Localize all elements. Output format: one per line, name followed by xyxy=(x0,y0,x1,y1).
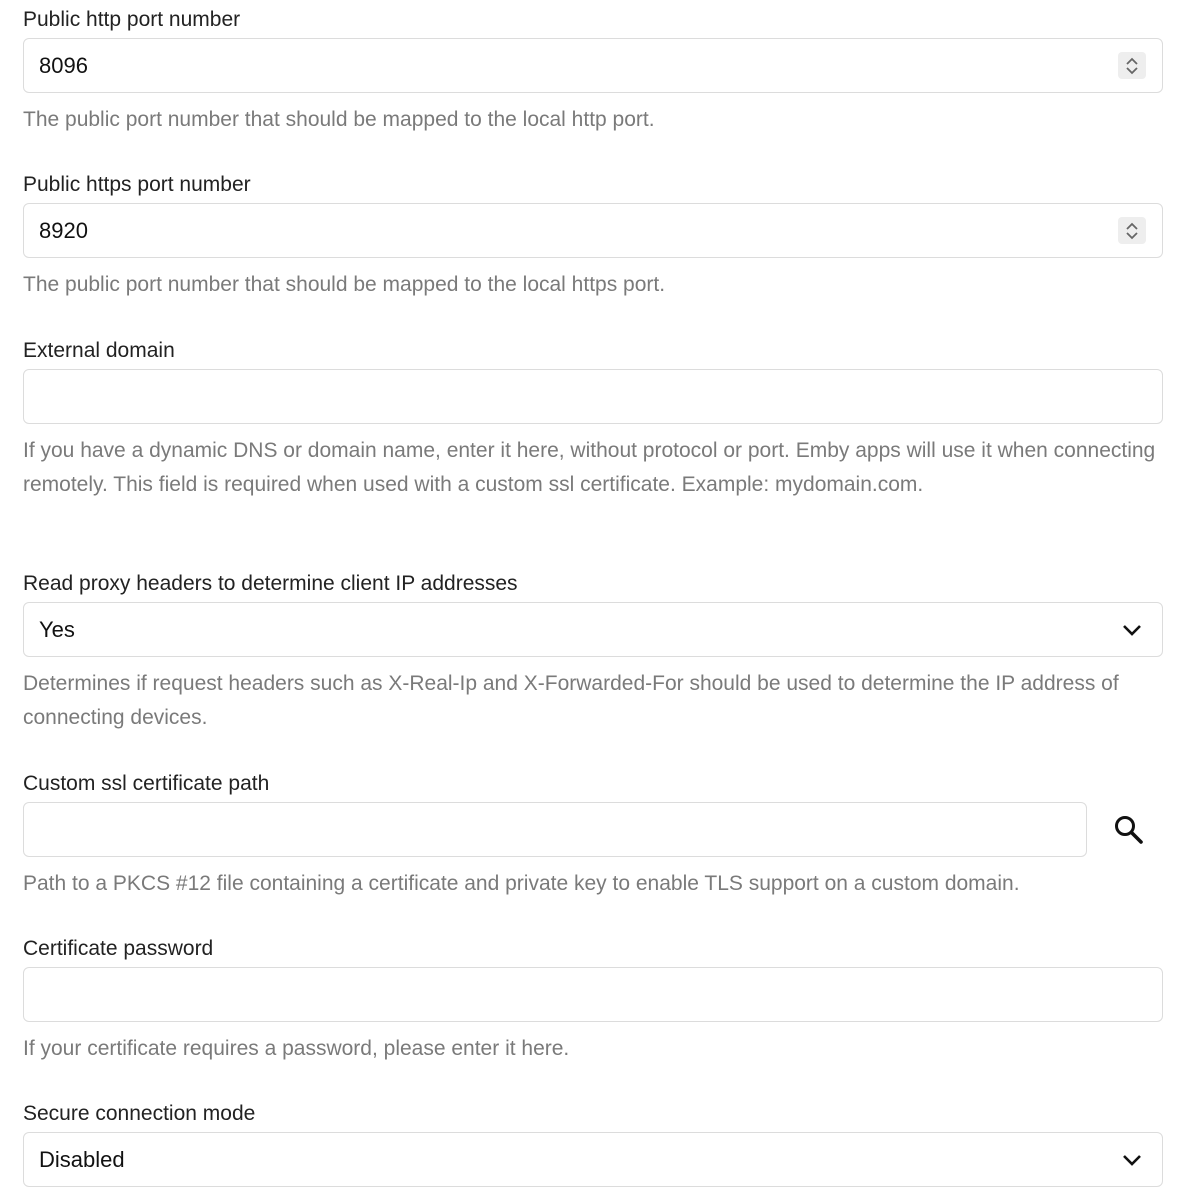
field-cert-password xyxy=(23,937,1163,1066)
proxy-headers-value: Yes xyxy=(39,616,75,642)
field-https-port xyxy=(23,173,1163,302)
secure-mode-label: Secure connection mode xyxy=(23,1102,256,1125)
ssl-cert-path-help: Path to a PKCS #12 file containing a certificate and private key to enable TLS support on a custom domain. xyxy=(23,872,1020,895)
ssl-cert-path-input[interactable] xyxy=(23,802,1087,857)
field-proxy-headers xyxy=(23,572,1163,735)
http-port-help: The public port number that should be mapped to the local http port. xyxy=(23,108,655,131)
field-ssl-cert-path xyxy=(23,772,1163,901)
http-port-input[interactable] xyxy=(23,38,1163,93)
proxy-headers-help: Determines if request headers such as X-Real-Ip and X-Forwarded-For should be used to determine the IP address of connecting devices. xyxy=(23,672,1119,729)
http-port-value: 8096 xyxy=(39,52,88,78)
external-domain-label: External domain xyxy=(23,339,175,362)
external-domain-input[interactable] xyxy=(23,369,1163,424)
secure-mode-select[interactable] xyxy=(23,1132,1163,1187)
cert-password-text[interactable] xyxy=(24,968,1162,1021)
chevron-down-icon xyxy=(1120,619,1144,641)
https-port-label: Public https port number xyxy=(23,173,251,196)
proxy-headers-select[interactable] xyxy=(23,602,1163,657)
ssl-cert-path-row xyxy=(23,796,1163,857)
field-external-domain xyxy=(23,339,1163,502)
search-icon[interactable] xyxy=(1109,810,1149,850)
proxy-headers-label: Read proxy headers to determine client IP addresses xyxy=(23,572,518,595)
secure-mode-value: Disabled xyxy=(39,1146,125,1172)
field-secure-mode xyxy=(23,1102,1163,1187)
spinner-updown-icon[interactable] xyxy=(1118,217,1146,244)
ssl-cert-path-label: Custom ssl certificate path xyxy=(23,772,270,795)
external-domain-text[interactable] xyxy=(24,370,1162,423)
chevron-down-icon xyxy=(1120,1149,1144,1171)
http-port-label: Public http port number xyxy=(23,8,241,31)
ssl-cert-path-text[interactable] xyxy=(24,803,1086,856)
https-port-help: The public port number that should be mapped to the local https port. xyxy=(23,273,666,296)
field-http-port xyxy=(23,8,1163,137)
cert-password-label: Certificate password xyxy=(23,937,214,960)
cert-password-help: If your certificate requires a password, please enter it here. xyxy=(23,1037,570,1060)
spinner-updown-icon[interactable] xyxy=(1118,52,1146,79)
external-domain-help: If you have a dynamic DNS or domain name, enter it here, without protocol or port. Emby apps will use it when connecting remotely. This field is required when used with a custom ssl certificate. Example: mydomain.com. xyxy=(23,439,1156,496)
https-port-input[interactable] xyxy=(23,203,1163,258)
https-port-value: 8920 xyxy=(39,217,88,243)
cert-password-input[interactable] xyxy=(23,967,1163,1022)
